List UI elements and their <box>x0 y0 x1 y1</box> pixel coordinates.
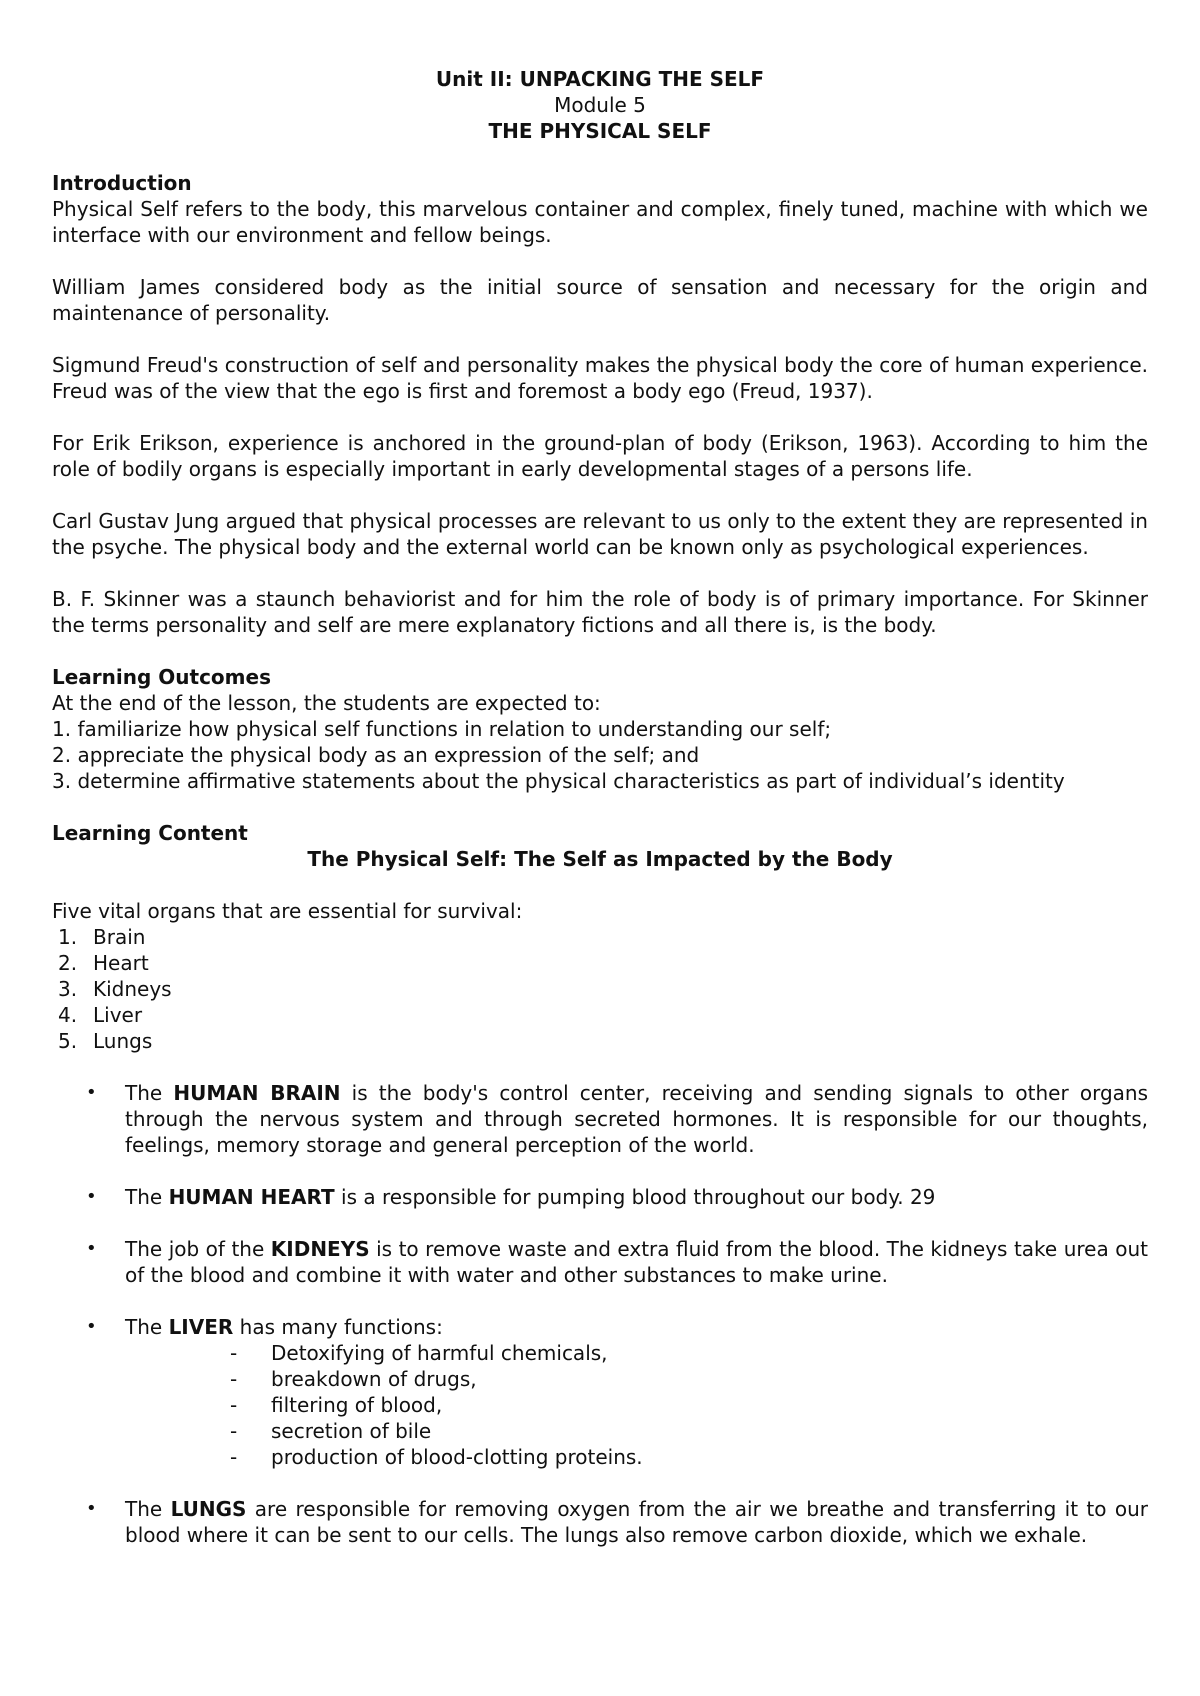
text-run: The <box>125 1497 171 1521</box>
organ-name: Kidneys <box>93 977 172 1001</box>
dash-marker: - <box>230 1445 238 1469</box>
organs-list <box>52 924 1148 1054</box>
content-subtitle: The Physical Self: The Self as Impacted by the Body <box>307 847 893 871</box>
liver-function-text: filtering of blood, <box>271 1393 443 1417</box>
liver-function-text: secretion of bile <box>271 1419 432 1443</box>
intro-paragraph: B. F. Skinner was a staunch behaviorist and for him the role of body is of primary importance. For Skinner the terms personality and self are mere explanatory fictions and all there is, is the body. <box>52 587 1148 637</box>
bullet-icon: • <box>86 1238 97 1259</box>
bullet-icon: • <box>86 1498 97 1519</box>
kidneys-description <box>52 1236 1148 1288</box>
introduction-heading: Introduction <box>52 171 192 195</box>
outcome-item: 1. familiarize how physical self functions in relation to understanding our self; <box>52 717 832 741</box>
text-run: The <box>125 1185 169 1209</box>
learning-outcomes-heading: Learning Outcomes <box>52 665 271 689</box>
dash-marker: - <box>230 1367 238 1391</box>
lungs-description <box>52 1496 1148 1548</box>
organ-item <box>52 924 1148 950</box>
unit-title: Unit II: UNPACKING THE SELF <box>435 67 765 91</box>
brain-description <box>52 1080 1148 1158</box>
bullet-icon: • <box>86 1186 97 1207</box>
liver-function-text: breakdown of drugs, <box>271 1367 477 1391</box>
text-run: are responsible for removing oxygen from the air we breathe and transferring it to our blood where it can be sent to our cells. The lungs also remove carbon dioxide, which we exhale. <box>125 1497 1148 1547</box>
text-run: has many functions: <box>233 1315 443 1339</box>
outcomes-intro: At the end of the lesson, the students are expected to: <box>52 691 601 715</box>
text-run: is to remove waste and extra fluid from the blood. The kidneys take urea out of the blood and combine it with water and other substances to make urine. <box>125 1237 1148 1287</box>
bullet-icon: • <box>86 1082 97 1103</box>
liver-term: LIVER <box>168 1315 234 1339</box>
intro-paragraph: For Erik Erikson, experience is anchored in the ground-plan of body (Erikson, 1963). According to him the role of bodily organs is especially important in early developmental stages of a persons life. <box>52 431 1148 481</box>
liver-function-text: Detoxifying of harmful chemicals, <box>271 1341 608 1365</box>
organ-number: 4. <box>58 1003 78 1027</box>
dash-marker: - <box>230 1419 238 1443</box>
intro-paragraph: Carl Gustav Jung argued that physical processes are relevant to us only to the extent they are represented in the psyche. The physical body and the external world can be known only as psychological experiences. <box>52 509 1148 559</box>
organ-descriptions <box>52 1080 1148 1548</box>
organ-name: Brain <box>93 925 146 949</box>
liver-functions-list <box>52 1340 1148 1470</box>
brain-term: HUMAN BRAIN <box>173 1081 341 1105</box>
organ-item <box>52 1028 1148 1054</box>
dash-marker: - <box>230 1341 238 1365</box>
liver-function-item <box>52 1418 1148 1444</box>
organ-number: 1. <box>58 925 78 949</box>
module-number: Module 5 <box>554 93 646 117</box>
liver-description <box>52 1314 1148 1470</box>
organs-intro: Five vital organs that are essential for survival: <box>52 899 523 923</box>
organ-item <box>52 950 1148 976</box>
text-run: The <box>125 1081 174 1105</box>
text-run: The job of the <box>125 1237 271 1261</box>
outcome-item: 3. determine affirmative statements about the physical characteristics as part of individual’s identity <box>52 769 1065 793</box>
liver-function-item <box>52 1340 1148 1366</box>
liver-function-text: production of blood-clotting proteins. <box>271 1445 643 1469</box>
outcome-item: 2. appreciate the physical body as an expression of the self; and <box>52 743 700 767</box>
text-run: The <box>125 1315 169 1339</box>
organ-number: 2. <box>58 951 78 975</box>
organ-name: Lungs <box>93 1029 153 1053</box>
text-run: is the body's control center, receiving and sending signals to other organs through the nervous system and through secreted hormones. It is responsible for our thoughts, feelings, memory storage and general perception of the world. <box>125 1081 1149 1157</box>
heart-description <box>52 1184 1148 1210</box>
liver-function-item <box>52 1392 1148 1418</box>
intro-paragraph: Physical Self refers to the body, this marvelous container and complex, finely tuned, machine with which we interface with our environment and fellow beings. <box>52 197 1148 247</box>
learning-content-heading: Learning Content <box>52 821 248 845</box>
organ-number: 5. <box>58 1029 78 1053</box>
liver-function-item <box>52 1366 1148 1392</box>
organ-item <box>52 976 1148 1002</box>
organ-name: Heart <box>93 951 149 975</box>
organ-number: 3. <box>58 977 78 1001</box>
kidneys-term: KIDNEYS <box>270 1237 370 1261</box>
dash-marker: - <box>230 1393 238 1417</box>
lungs-term: LUNGS <box>170 1497 247 1521</box>
organ-name: Liver <box>93 1003 143 1027</box>
page-title: THE PHYSICAL SELF <box>488 119 712 143</box>
bullet-icon: • <box>86 1316 97 1337</box>
text-run: is a responsible for pumping blood throughout our body. 29 <box>334 1185 936 1209</box>
liver-function-item <box>52 1444 1148 1470</box>
organ-item <box>52 1002 1148 1028</box>
heart-term: HUMAN HEART <box>168 1185 335 1209</box>
intro-paragraph: Sigmund Freud's construction of self and personality makes the physical body the core of human experience. Freud was of the view that the ego is first and foremost a body ego (Freud, 1937). <box>52 353 1148 403</box>
intro-paragraph: William James considered body as the initial source of sensation and necessary for the origin and maintenance of personality. <box>52 275 1148 325</box>
